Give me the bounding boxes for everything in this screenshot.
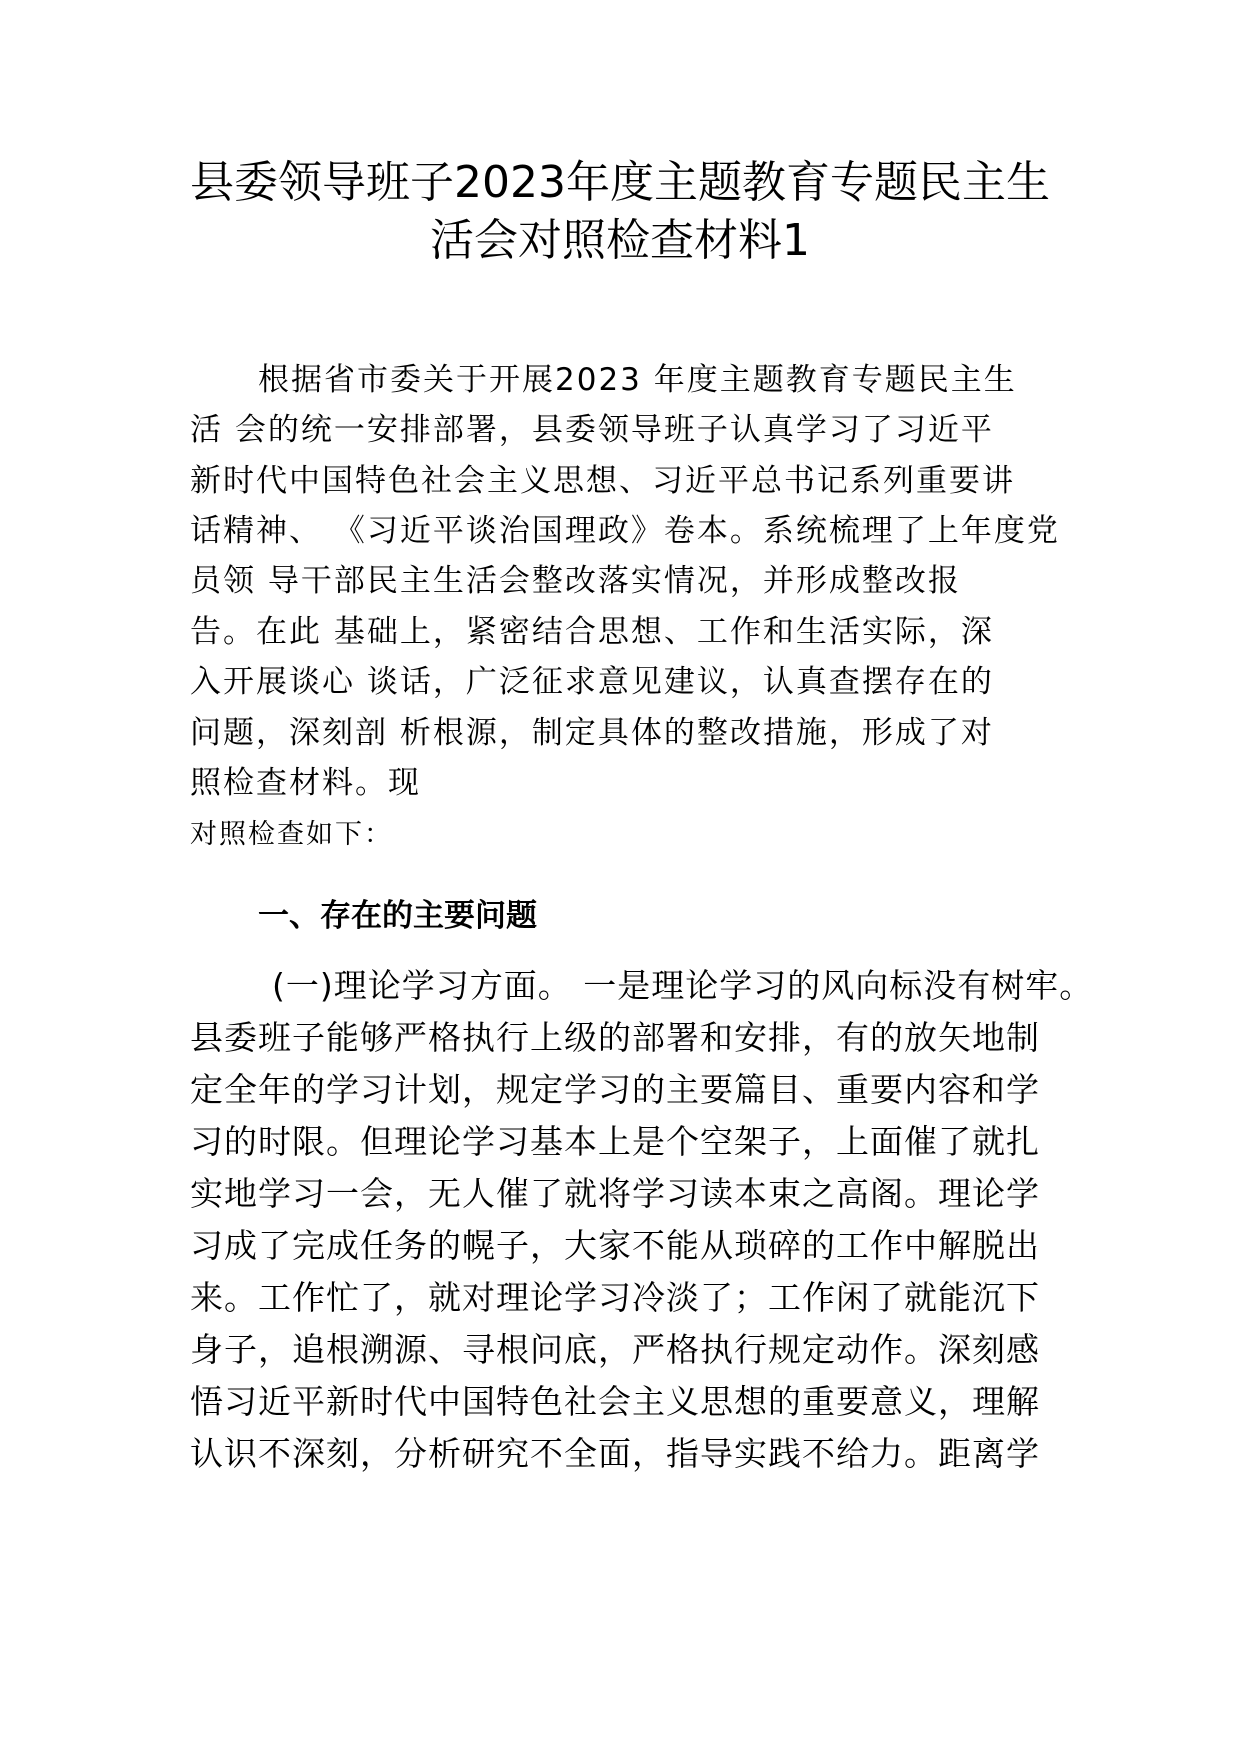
paragraph-line: 根据省市委关于开展2023 年度主题教育专题民主生	[258, 362, 1017, 398]
document-title-line-2: 活会对照检查材料1	[430, 215, 810, 266]
paragraph-line: (一)理论学习方面。 一是理论学习的风向标没有树牢。	[272, 966, 1094, 1005]
paragraph-line: 问题，深刻剖 析根源，制定具体的整改措施，形成了对	[190, 715, 994, 751]
paragraph-line: 身子，追根溯源、寻根问底，严格执行规定动作。深刻感	[190, 1330, 1040, 1369]
paragraph-line: 定全年的学习计划，规定学习的主要篇目、重要内容和学	[190, 1070, 1040, 1109]
paragraph-line: 对照检查如下：	[190, 819, 393, 850]
paragraph-line: 认识不深刻，分析研究不全面，指导实践不给力。距离学	[190, 1434, 1040, 1473]
paragraph-line: 县委班子能够严格执行上级的部署和安排，有的放矢地制	[190, 1018, 1040, 1057]
paragraph-line: 入开展谈心 谈话，广泛征求意见建议，认真查摆存在的	[190, 664, 994, 700]
paragraph-line: 活 会的统一安排部署，县委领导班子认真学习了习近平	[190, 412, 994, 448]
paragraph-line: 话精神、 《习近平谈治国理政》卷本。系统梳理了上年度党	[190, 513, 1060, 549]
paragraph-line: 习成了完成任务的幌子，大家不能从琐碎的工作中解脱出	[190, 1226, 1040, 1265]
paragraph-line: 新时代中国特色社会主义思想、习近平总书记系列重要讲	[190, 463, 1015, 499]
paragraph-line: 悟习近平新时代中国特色社会主义思想的重要意义，理解	[190, 1382, 1040, 1421]
section-heading: 一、存在的主要问题	[258, 898, 537, 934]
paragraph-line: 实地学习一会，无人催了就将学习读本束之高阁。理论学	[190, 1174, 1040, 1213]
paragraph-line: 员领 导干部民主生活会整改落实情况，并形成整改报	[190, 563, 961, 599]
paragraph-line: 告。在此 基础上，紧密结合思想、工作和生活实际，深	[190, 614, 994, 650]
paragraph-line: 照检查材料。现	[190, 765, 421, 801]
paragraph-line: 来。工作忙了，就对理论学习冷淡了；工作闲了就能沉下	[190, 1278, 1040, 1317]
document-title-line-1: 县委领导班子2023年度主题教育专题民主生	[190, 157, 1050, 208]
paragraph-line: 习的时限。但理论学习基本上是个空架子，上面催了就扎	[190, 1122, 1040, 1161]
